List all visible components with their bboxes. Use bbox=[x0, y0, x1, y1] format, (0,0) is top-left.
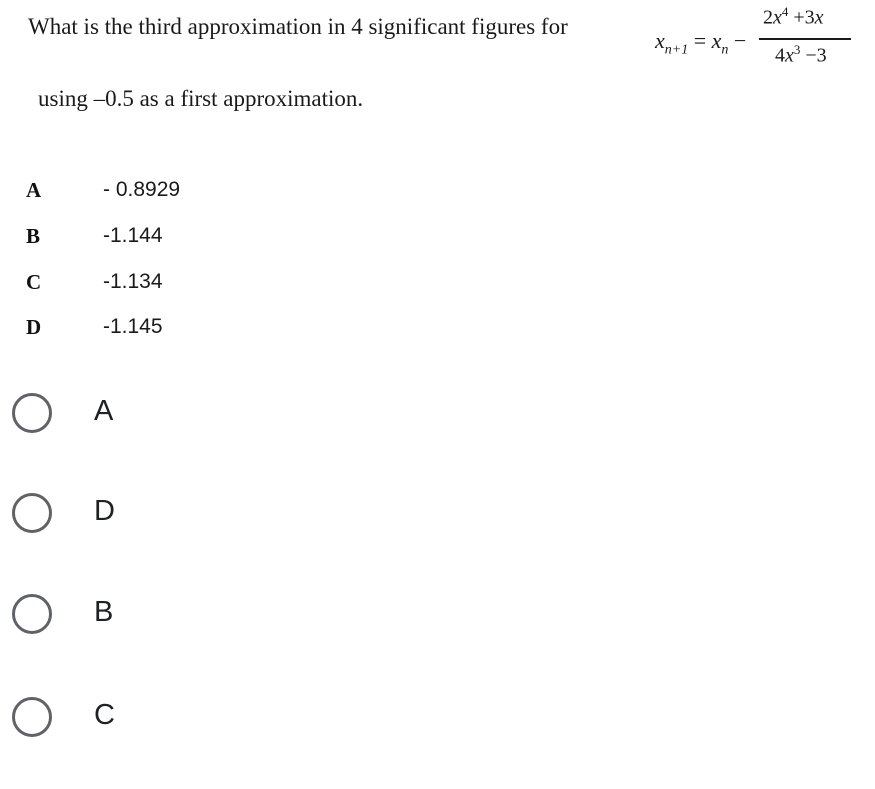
choice-c[interactable] bbox=[12, 695, 312, 745]
option-value: -1.134 bbox=[103, 270, 163, 293]
option-value: -1.144 bbox=[103, 224, 163, 247]
choice-a[interactable] bbox=[12, 391, 312, 441]
choice-label: C bbox=[94, 699, 115, 731]
question-text-line2: using –0.5 as a first approximation. bbox=[38, 86, 364, 111]
formula-minus: − bbox=[733, 28, 747, 53]
option-letter: D bbox=[26, 315, 42, 339]
option-letter: A bbox=[26, 178, 42, 202]
choice-label: A bbox=[94, 395, 114, 427]
choice-d[interactable] bbox=[12, 491, 312, 541]
question-image bbox=[0, 0, 875, 350]
formula-numerator bbox=[763, 4, 824, 30]
numerator-coef: 2 bbox=[763, 6, 773, 29]
radio-button[interactable] bbox=[12, 697, 52, 737]
numerator-power: 4 bbox=[781, 4, 789, 19]
choice-label: D bbox=[94, 495, 115, 527]
formula-lhs-var: x bbox=[655, 28, 665, 53]
option-value: - 0.8929 bbox=[103, 178, 181, 201]
denominator-var: x bbox=[785, 44, 794, 67]
question-text-line1: What is the third approximation in 4 significant figures for bbox=[28, 14, 568, 39]
denominator-power: 3 bbox=[793, 42, 801, 57]
option-value: -1.145 bbox=[103, 315, 163, 338]
radio-button[interactable] bbox=[12, 393, 52, 433]
radio-button[interactable] bbox=[12, 594, 52, 634]
formula-denominator bbox=[775, 42, 827, 68]
newton-formula bbox=[655, 4, 865, 74]
formula-lhs-sub: n+1 bbox=[664, 42, 689, 58]
fraction-bar bbox=[759, 38, 851, 40]
option-letter: B bbox=[26, 224, 41, 248]
formula-rhs-sub: n bbox=[721, 42, 729, 58]
choice-label: B bbox=[94, 596, 114, 628]
formula-equals: = bbox=[693, 28, 707, 53]
denominator-rest: −3 bbox=[800, 44, 827, 67]
numerator-var2: x bbox=[814, 6, 824, 29]
option-letter: C bbox=[26, 270, 42, 294]
formula-rhs-var: x bbox=[711, 28, 722, 53]
choice-b[interactable] bbox=[12, 592, 312, 642]
denominator-coef: 4 bbox=[775, 44, 785, 67]
formula-lhs bbox=[655, 28, 746, 58]
numerator-rest: +3 bbox=[788, 6, 815, 29]
numerator-var: x bbox=[773, 6, 782, 29]
radio-button[interactable] bbox=[12, 493, 52, 533]
